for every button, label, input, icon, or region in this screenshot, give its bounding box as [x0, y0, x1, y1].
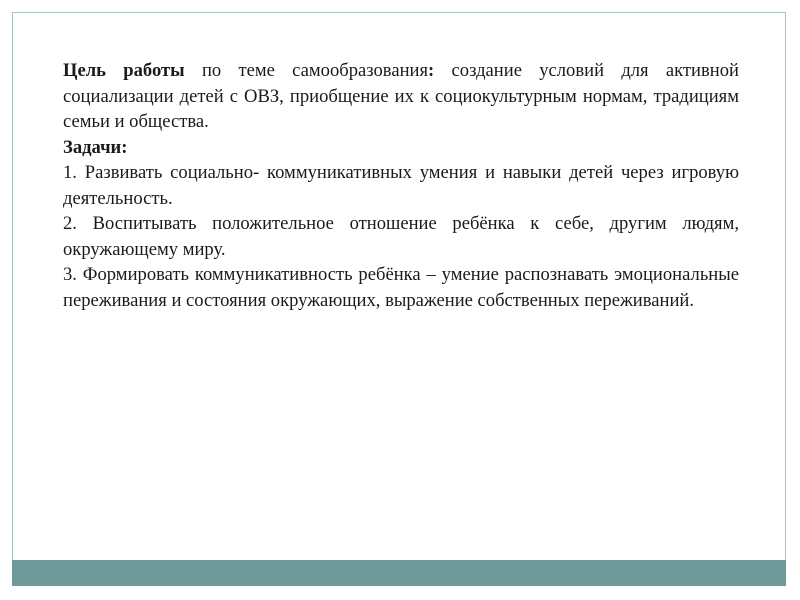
goal-topic: по теме самообразования — [184, 60, 429, 81]
goal-paragraph — [63, 58, 739, 135]
bottom-accent-band — [12, 560, 786, 586]
goal-colon: : — [428, 60, 435, 81]
task-item-3: 3. Формировать коммуникативность ребёнка – умение распознавать эмоциональные переживания и состояния окружающих, выражение собственных переживаний. — [63, 264, 739, 311]
task-item-2: 2. Воспитывать положительное отношение ребёнка к себе, другим людям, окружающему миру. — [63, 213, 739, 260]
goal-label: Цель работы — [63, 60, 185, 81]
task-item-1: 1. Развивать социально- коммуникативных умения и навыки детей через игровую деятельность. — [63, 162, 739, 209]
tasks-heading: Задачи: — [63, 136, 128, 158]
goal-text: создание условий для активной социализации детей с ОВЗ, приобщение их к социокультурным нормам, традициям семьи и общества. — [63, 60, 739, 132]
content-text-block — [63, 58, 739, 313]
